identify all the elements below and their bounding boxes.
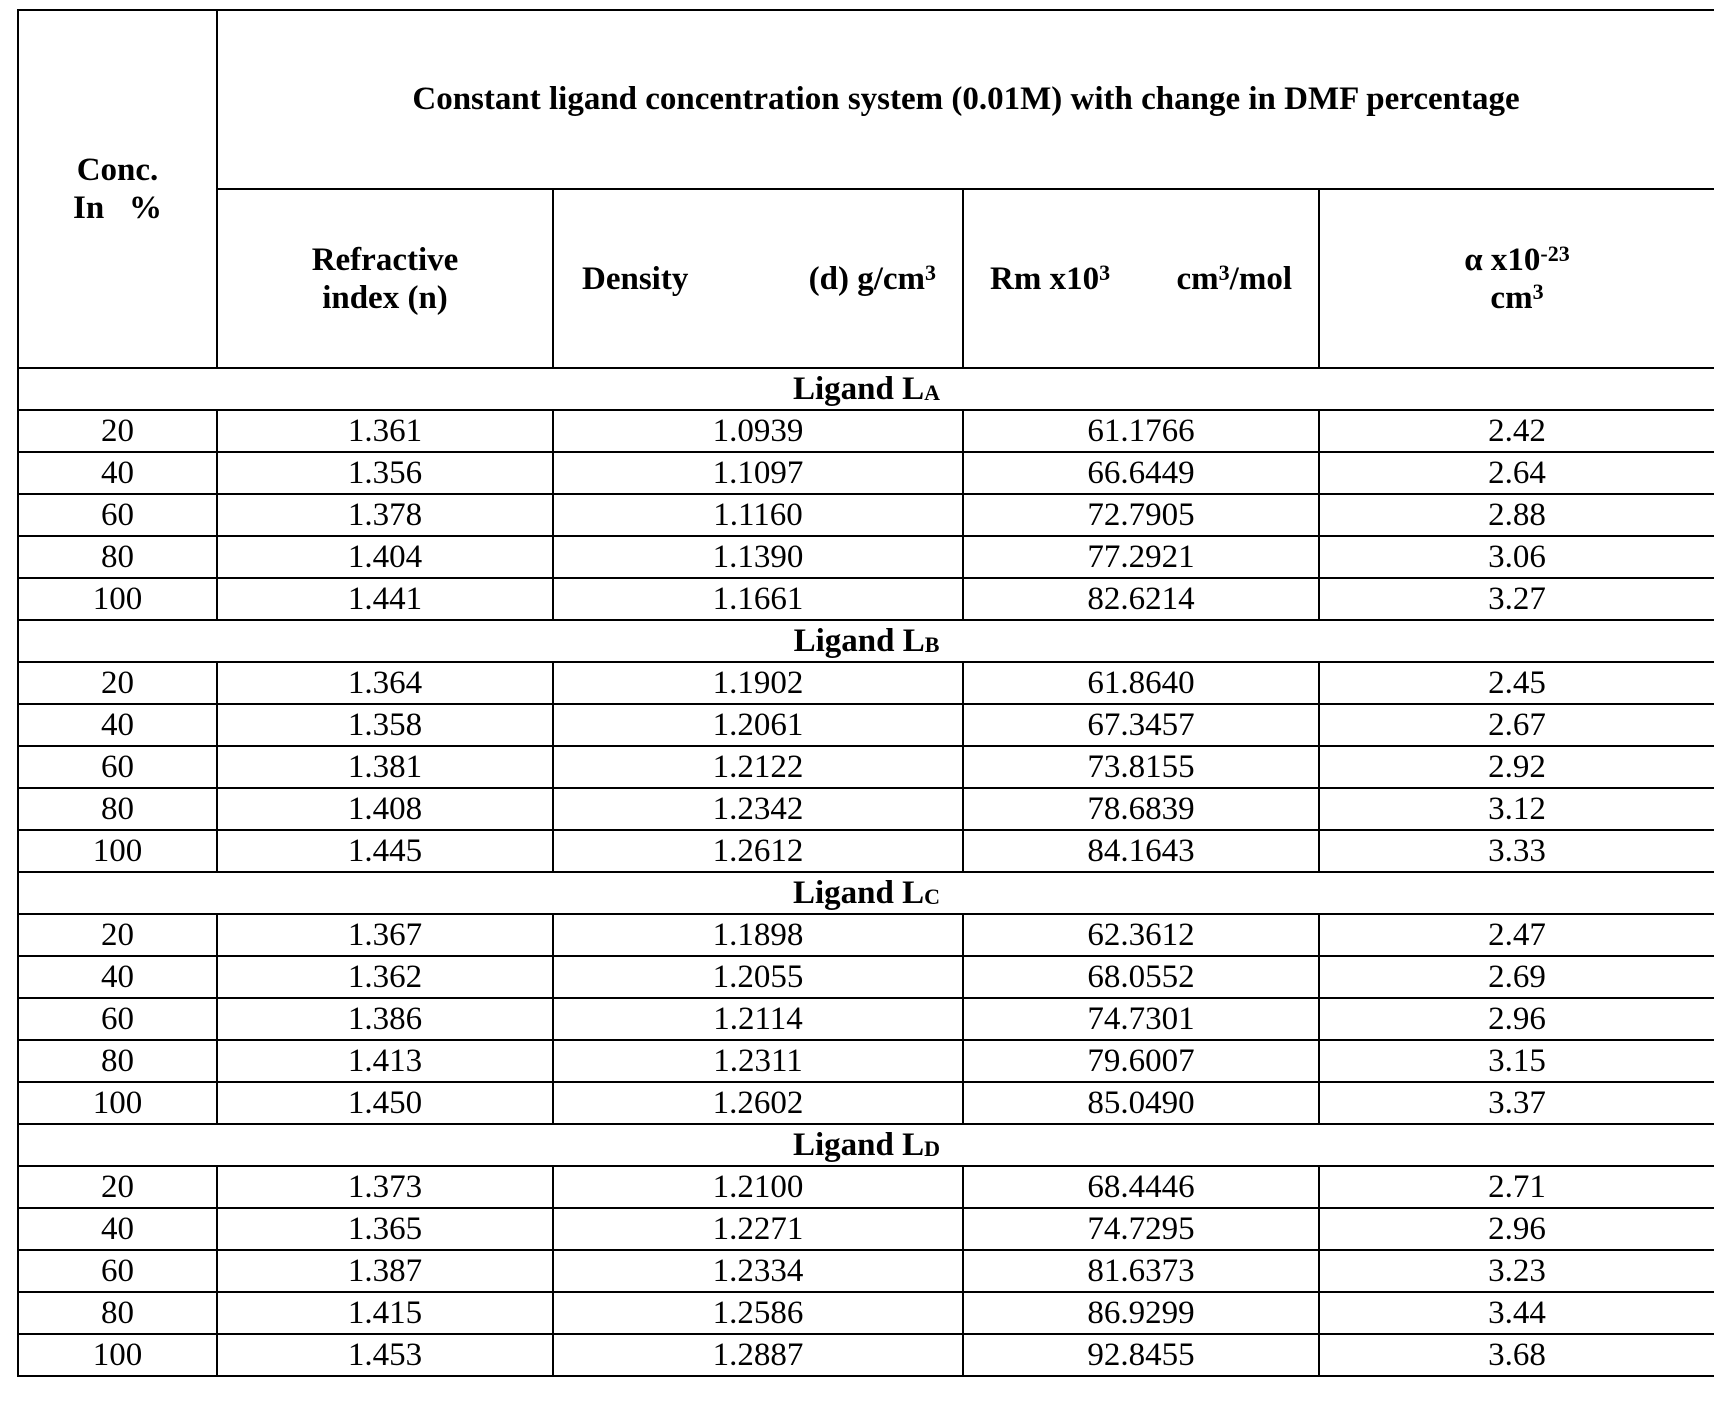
cell-conc: 40 <box>18 704 217 746</box>
group-label-subscript: D <box>924 1136 941 1161</box>
table-row <box>18 956 1714 998</box>
cell-conc: 80 <box>18 788 217 830</box>
cell-conc: 40 <box>18 956 217 998</box>
cell-rm: 78.6839 <box>963 788 1319 830</box>
table-row <box>18 410 1714 452</box>
table-row <box>18 788 1714 830</box>
cell-conc: 20 <box>18 662 217 704</box>
cell-refractive-index: 1.358 <box>217 704 553 746</box>
cell-refractive-index: 1.365 <box>217 1208 553 1250</box>
table-row <box>18 1334 1714 1376</box>
cell-rm: 68.0552 <box>963 956 1319 998</box>
cell-refractive-index: 1.367 <box>217 914 553 956</box>
cell-density: 1.1902 <box>553 662 963 704</box>
cell-alpha: 3.06 <box>1319 536 1714 578</box>
cell-alpha: 2.88 <box>1319 494 1714 536</box>
header-rm-unit <box>1177 260 1292 298</box>
cell-alpha: 3.23 <box>1319 1250 1714 1292</box>
group-label-text: Ligand L <box>792 1127 925 1163</box>
group-label <box>18 368 1714 410</box>
cell-conc: 60 <box>18 746 217 788</box>
cell-alpha: 3.15 <box>1319 1040 1714 1082</box>
cell-rm: 86.9299 <box>963 1292 1319 1334</box>
group-label-text: Ligand L <box>793 623 925 659</box>
header-alpha-label <box>1320 241 1714 279</box>
cell-refractive-index: 1.364 <box>217 662 553 704</box>
cell-density: 1.1661 <box>553 578 963 620</box>
group-label-text: Ligand L <box>792 371 925 407</box>
table-row <box>18 1166 1714 1208</box>
cell-alpha: 2.69 <box>1319 956 1714 998</box>
header-conc <box>18 10 217 368</box>
table-row <box>18 536 1714 578</box>
cell-density: 1.2055 <box>553 956 963 998</box>
cell-density: 1.2100 <box>553 1166 963 1208</box>
group-label <box>18 872 1714 914</box>
cell-conc: 60 <box>18 998 217 1040</box>
cell-refractive-index: 1.381 <box>217 746 553 788</box>
cell-refractive-index: 1.413 <box>217 1040 553 1082</box>
cell-rm: 74.7295 <box>963 1208 1319 1250</box>
cell-density: 1.2311 <box>553 1040 963 1082</box>
table-header <box>18 10 1714 368</box>
cell-alpha: 2.42 <box>1319 410 1714 452</box>
header-rm-label-base: Rm x10 <box>990 260 1100 297</box>
table-row <box>18 914 1714 956</box>
cell-conc: 40 <box>18 1208 217 1250</box>
header-alpha-unit <box>1320 279 1714 317</box>
cell-conc: 100 <box>18 1334 217 1376</box>
header-alpha <box>1319 189 1714 368</box>
cell-refractive-index: 1.453 <box>217 1334 553 1376</box>
header-density <box>553 189 963 368</box>
header-alpha-base: α x10 <box>1464 241 1541 278</box>
cell-refractive-index: 1.445 <box>217 830 553 872</box>
cell-density: 1.1160 <box>553 494 963 536</box>
cell-alpha: 3.37 <box>1319 1082 1714 1124</box>
cell-density: 1.2271 <box>553 1208 963 1250</box>
header-rm-label-sup: 3 <box>1099 259 1111 285</box>
cell-rm: 82.6214 <box>963 578 1319 620</box>
cell-rm: 62.3612 <box>963 914 1319 956</box>
cell-conc: 20 <box>18 1166 217 1208</box>
header-main-title: Constant ligand concentration system (0.01M) with change in DMF percentage <box>217 10 1714 189</box>
cell-conc: 20 <box>18 410 217 452</box>
cell-conc: 100 <box>18 830 217 872</box>
cell-refractive-index: 1.356 <box>217 452 553 494</box>
header-density-unit-sup: 3 <box>925 259 936 285</box>
cell-alpha: 2.67 <box>1319 704 1714 746</box>
table-row <box>18 578 1714 620</box>
cell-density: 1.1097 <box>553 452 963 494</box>
cell-refractive-index: 1.415 <box>217 1292 553 1334</box>
header-rm-label <box>990 260 1110 298</box>
cell-density: 1.2612 <box>553 830 963 872</box>
cell-conc: 20 <box>18 914 217 956</box>
table-row <box>18 704 1714 746</box>
cell-refractive-index: 1.404 <box>217 536 553 578</box>
cell-alpha: 3.12 <box>1319 788 1714 830</box>
header-density-label: Density <box>582 260 689 297</box>
cell-rm: 66.6449 <box>963 452 1319 494</box>
cell-alpha: 3.33 <box>1319 830 1714 872</box>
cell-density: 1.2122 <box>553 746 963 788</box>
cell-conc: 80 <box>18 1292 217 1334</box>
cell-conc: 60 <box>18 1250 217 1292</box>
cell-density: 1.2061 <box>553 704 963 746</box>
cell-conc: 100 <box>18 578 217 620</box>
cell-alpha: 2.47 <box>1319 914 1714 956</box>
group-label-subscript: A <box>924 380 941 405</box>
cell-rm: 61.1766 <box>963 410 1319 452</box>
header-refractive-index <box>217 189 553 368</box>
group-label-subscript: C <box>924 884 941 909</box>
cell-alpha: 2.96 <box>1319 1208 1714 1250</box>
cell-density: 1.2114 <box>553 998 963 1040</box>
cell-refractive-index: 1.387 <box>217 1250 553 1292</box>
header-rm-unit-sup: 3 <box>1218 259 1230 285</box>
group-row <box>18 872 1714 914</box>
data-table <box>17 9 1714 1377</box>
group-row <box>18 1124 1714 1166</box>
header-alpha-unit-sup: 3 <box>1532 278 1544 304</box>
table-row <box>18 1040 1714 1082</box>
header-refractive-line2: index (n) <box>322 279 448 316</box>
cell-rm: 81.6373 <box>963 1250 1319 1292</box>
cell-rm: 79.6007 <box>963 1040 1319 1082</box>
cell-conc: 80 <box>18 536 217 578</box>
header-rm-unit-base: cm <box>1176 260 1219 297</box>
cell-rm: 77.2921 <box>963 536 1319 578</box>
cell-rm: 73.8155 <box>963 746 1319 788</box>
cell-density: 1.1898 <box>553 914 963 956</box>
cell-refractive-index: 1.362 <box>217 956 553 998</box>
cell-alpha: 2.96 <box>1319 998 1714 1040</box>
header-rm-unit-tail: /mol <box>1229 260 1292 297</box>
group-label-text: Ligand L <box>792 875 925 911</box>
cell-alpha: 3.44 <box>1319 1292 1714 1334</box>
cell-alpha: 2.71 <box>1319 1166 1714 1208</box>
cell-conc: 60 <box>18 494 217 536</box>
table-row <box>18 746 1714 788</box>
cell-density: 1.2334 <box>553 1250 963 1292</box>
group-label <box>18 620 1714 662</box>
group-row <box>18 368 1714 410</box>
cell-density: 1.0939 <box>553 410 963 452</box>
table-row <box>18 662 1714 704</box>
cell-density: 1.2602 <box>553 1082 963 1124</box>
cell-conc: 100 <box>18 1082 217 1124</box>
table-row <box>18 1082 1714 1124</box>
cell-rm: 85.0490 <box>963 1082 1319 1124</box>
header-alpha-unit-base: cm <box>1490 279 1533 316</box>
cell-rm: 72.7905 <box>963 494 1319 536</box>
header-alpha-sup: -23 <box>1540 240 1570 266</box>
cell-refractive-index: 1.441 <box>217 578 553 620</box>
group-row <box>18 620 1714 662</box>
cell-alpha: 2.92 <box>1319 746 1714 788</box>
cell-density: 1.1390 <box>553 536 963 578</box>
cell-refractive-index: 1.386 <box>217 998 553 1040</box>
cell-density: 1.2342 <box>553 788 963 830</box>
cell-conc: 80 <box>18 1040 217 1082</box>
cell-refractive-index: 1.408 <box>217 788 553 830</box>
header-refractive-line1: Refractive <box>311 241 459 278</box>
cell-rm: 74.7301 <box>963 998 1319 1040</box>
cell-rm: 92.8455 <box>963 1334 1319 1376</box>
header-conc-line1: Conc. <box>76 152 159 188</box>
table-row <box>18 1292 1714 1334</box>
cell-refractive-index: 1.361 <box>217 410 553 452</box>
table-row <box>18 452 1714 494</box>
table-row <box>18 998 1714 1040</box>
cell-rm: 61.8640 <box>963 662 1319 704</box>
cell-density: 1.2887 <box>553 1334 963 1376</box>
cell-conc: 40 <box>18 452 217 494</box>
cell-density: 1.2586 <box>553 1292 963 1334</box>
cell-refractive-index: 1.450 <box>217 1082 553 1124</box>
cell-alpha: 3.27 <box>1319 578 1714 620</box>
cell-rm: 67.3457 <box>963 704 1319 746</box>
table-row <box>18 830 1714 872</box>
group-label-subscript: B <box>924 632 940 657</box>
header-conc-line2: In % <box>73 190 162 226</box>
cell-rm: 84.1643 <box>963 830 1319 872</box>
cell-rm: 68.4446 <box>963 1166 1319 1208</box>
table-row <box>18 1208 1714 1250</box>
cell-alpha: 2.45 <box>1319 662 1714 704</box>
cell-alpha: 3.68 <box>1319 1334 1714 1376</box>
cell-alpha: 2.64 <box>1319 452 1714 494</box>
cell-refractive-index: 1.378 <box>217 494 553 536</box>
header-density-unit-base: (d) g/cm <box>808 260 925 297</box>
table-row <box>18 494 1714 536</box>
header-density-unit <box>809 260 936 298</box>
table-row <box>18 1250 1714 1292</box>
group-label <box>18 1124 1714 1166</box>
table-body <box>18 368 1714 1376</box>
cell-refractive-index: 1.373 <box>217 1166 553 1208</box>
header-rm <box>963 189 1319 368</box>
